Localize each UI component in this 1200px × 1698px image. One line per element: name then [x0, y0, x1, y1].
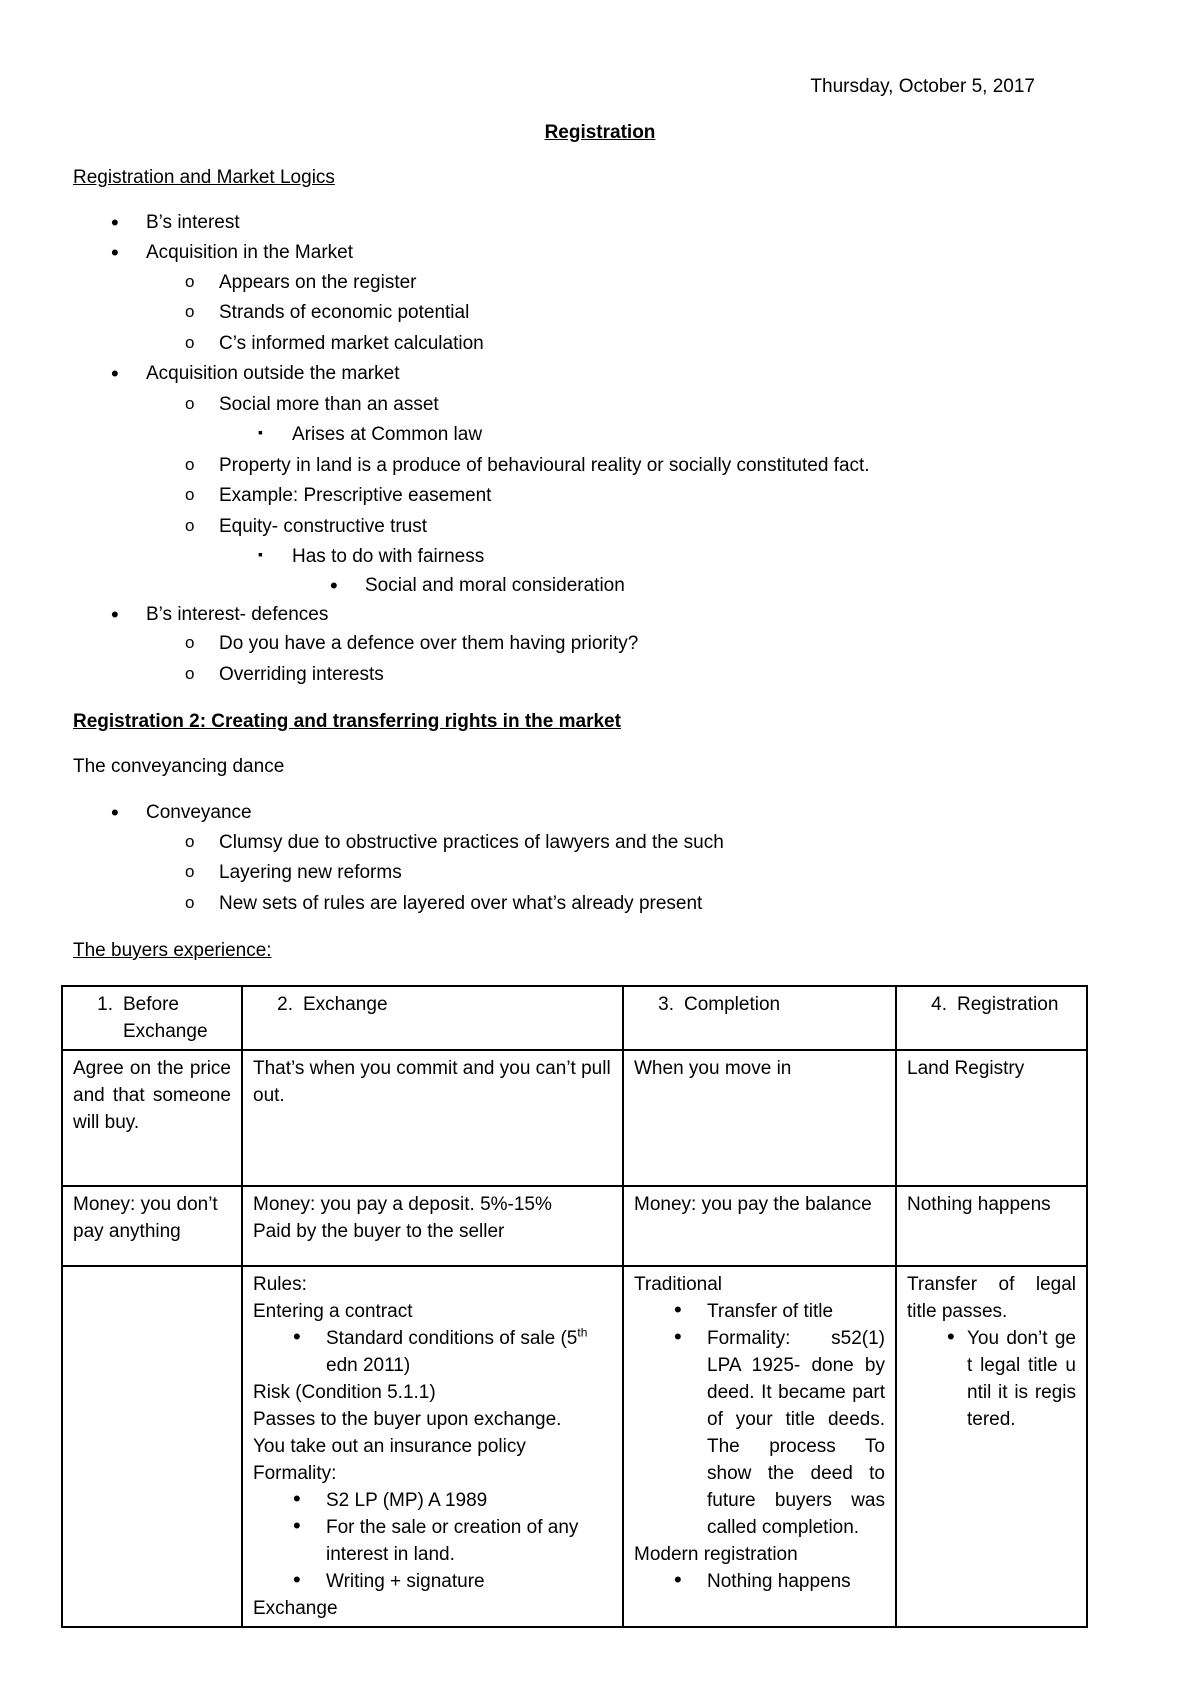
list-item: • Conveyance — [146, 802, 252, 824]
list-item: • Acquisition outside the market — [146, 363, 399, 385]
list-item: ▪ Arises at Common law — [292, 424, 482, 446]
page-title: Registration — [544, 122, 656, 143]
table-cell — [242, 1186, 623, 1266]
table-cell — [623, 1266, 896, 1627]
header-number: 2. — [277, 994, 293, 1015]
list-item: ▪ Has to do with fairness — [292, 546, 484, 568]
header-label: Exchange — [303, 994, 388, 1015]
list-item: • B’s interest — [146, 212, 240, 234]
list-item: • Standard conditions of sale (5th edn 2011) — [253, 1325, 612, 1379]
list-item: • Writing + signature — [253, 1568, 612, 1595]
list-item: • Formality: s52(1) LPA 1925- done by deed. It became part of your title deeds. The process To show the deed to future buyers was called completion. — [634, 1325, 885, 1541]
header-cell — [896, 986, 1087, 1050]
list-item: o Strands of economic potential — [219, 302, 469, 324]
cell-line: Transfer of legal title passes. — [907, 1274, 1076, 1322]
table-header-row — [62, 986, 1087, 1050]
list-item: o C’s informed market calculation — [219, 333, 484, 355]
section-heading-registration-2: Registration 2: Creating and transferring rights in the market — [73, 711, 621, 732]
cell-line: Money: you pay a deposit. 5%-15% — [253, 1194, 552, 1215]
header-number: 1. — [97, 994, 113, 1015]
list-item: • Acquisition in the Market — [146, 242, 353, 264]
buyers-experience-heading: The buyers experience: — [73, 940, 272, 961]
document-date: Thursday, October 5, 2017 — [810, 76, 1035, 97]
cell-line: Modern registration — [634, 1544, 798, 1565]
list-item: • Transfer of title — [634, 1298, 885, 1325]
cell-line: Passes to the buyer upon exchange. — [253, 1409, 562, 1430]
table-cell: That’s when you commit and you can’t pull out. — [242, 1050, 623, 1186]
list-item: • Social and moral consideration — [365, 575, 625, 597]
table-cell: Land Registry — [896, 1050, 1087, 1186]
header-cell — [242, 986, 623, 1050]
list-item: • You don’t get legal title until it is registered. — [907, 1325, 1076, 1433]
cell-line: Traditional — [634, 1274, 723, 1295]
cell-line: Formality: — [253, 1463, 337, 1484]
list-item: o Appears on the register — [219, 272, 417, 294]
header-label: Before Exchange — [123, 994, 208, 1042]
table-cell: Money: you don’t pay anything — [62, 1186, 242, 1266]
list-item: o Clumsy due to obstructive practices of lawyers and the such — [219, 832, 724, 854]
table-row — [62, 1266, 1087, 1627]
list-item: o Property in land is a produce of behavioural reality or socially constituted fact. — [219, 455, 870, 477]
table-cell — [242, 1266, 623, 1627]
cell-line: Risk (Condition 5.1.1) — [253, 1382, 436, 1403]
list-item: • S2 LP (MP) A 1989 — [253, 1487, 612, 1514]
list-item: o Layering new reforms — [219, 862, 402, 884]
list-item: o Example: Prescriptive easement — [219, 485, 491, 507]
header-cell — [62, 986, 242, 1050]
cell-line: Entering a contract — [253, 1301, 413, 1322]
cell-line: Exchange — [253, 1598, 338, 1619]
list-item: o New sets of rules are layered over what’s already present — [219, 893, 702, 915]
table-cell: Nothing happens — [896, 1186, 1087, 1266]
list-item: • B’s interest- defences — [146, 604, 328, 626]
table-cell — [62, 1266, 242, 1627]
cell-line: You take out an insurance policy — [253, 1436, 526, 1457]
list-item: o Social more than an asset — [219, 394, 439, 416]
table-cell: Money: you pay the balance — [623, 1186, 896, 1266]
section-heading-market-logics: Registration and Market Logics — [73, 167, 335, 188]
table-row — [62, 1050, 1087, 1186]
table-cell — [896, 1266, 1087, 1627]
list-item: o Overriding interests — [219, 664, 384, 686]
table-cell: When you move in — [623, 1050, 896, 1186]
list-item: • For the sale or creation of any interest in land. — [253, 1514, 612, 1568]
buyers-experience-table — [61, 985, 1088, 1628]
header-cell — [623, 986, 896, 1050]
table-cell: Agree on the price and that someone will buy. — [62, 1050, 242, 1186]
table-row — [62, 1186, 1087, 1266]
list-item: o Do you have a defence over them having priority? — [219, 633, 638, 655]
cell-line: Rules: — [253, 1274, 307, 1295]
section-subtitle: The conveyancing dance — [73, 756, 285, 777]
header-number: 4. — [931, 994, 947, 1015]
header-label: Registration — [957, 994, 1059, 1015]
list-item: o Equity- constructive trust — [219, 516, 427, 538]
header-number: 3. — [658, 994, 674, 1015]
header-label: Completion — [684, 994, 781, 1015]
list-item: • Nothing happens — [634, 1568, 885, 1595]
cell-line: Paid by the buyer to the seller — [253, 1221, 505, 1242]
